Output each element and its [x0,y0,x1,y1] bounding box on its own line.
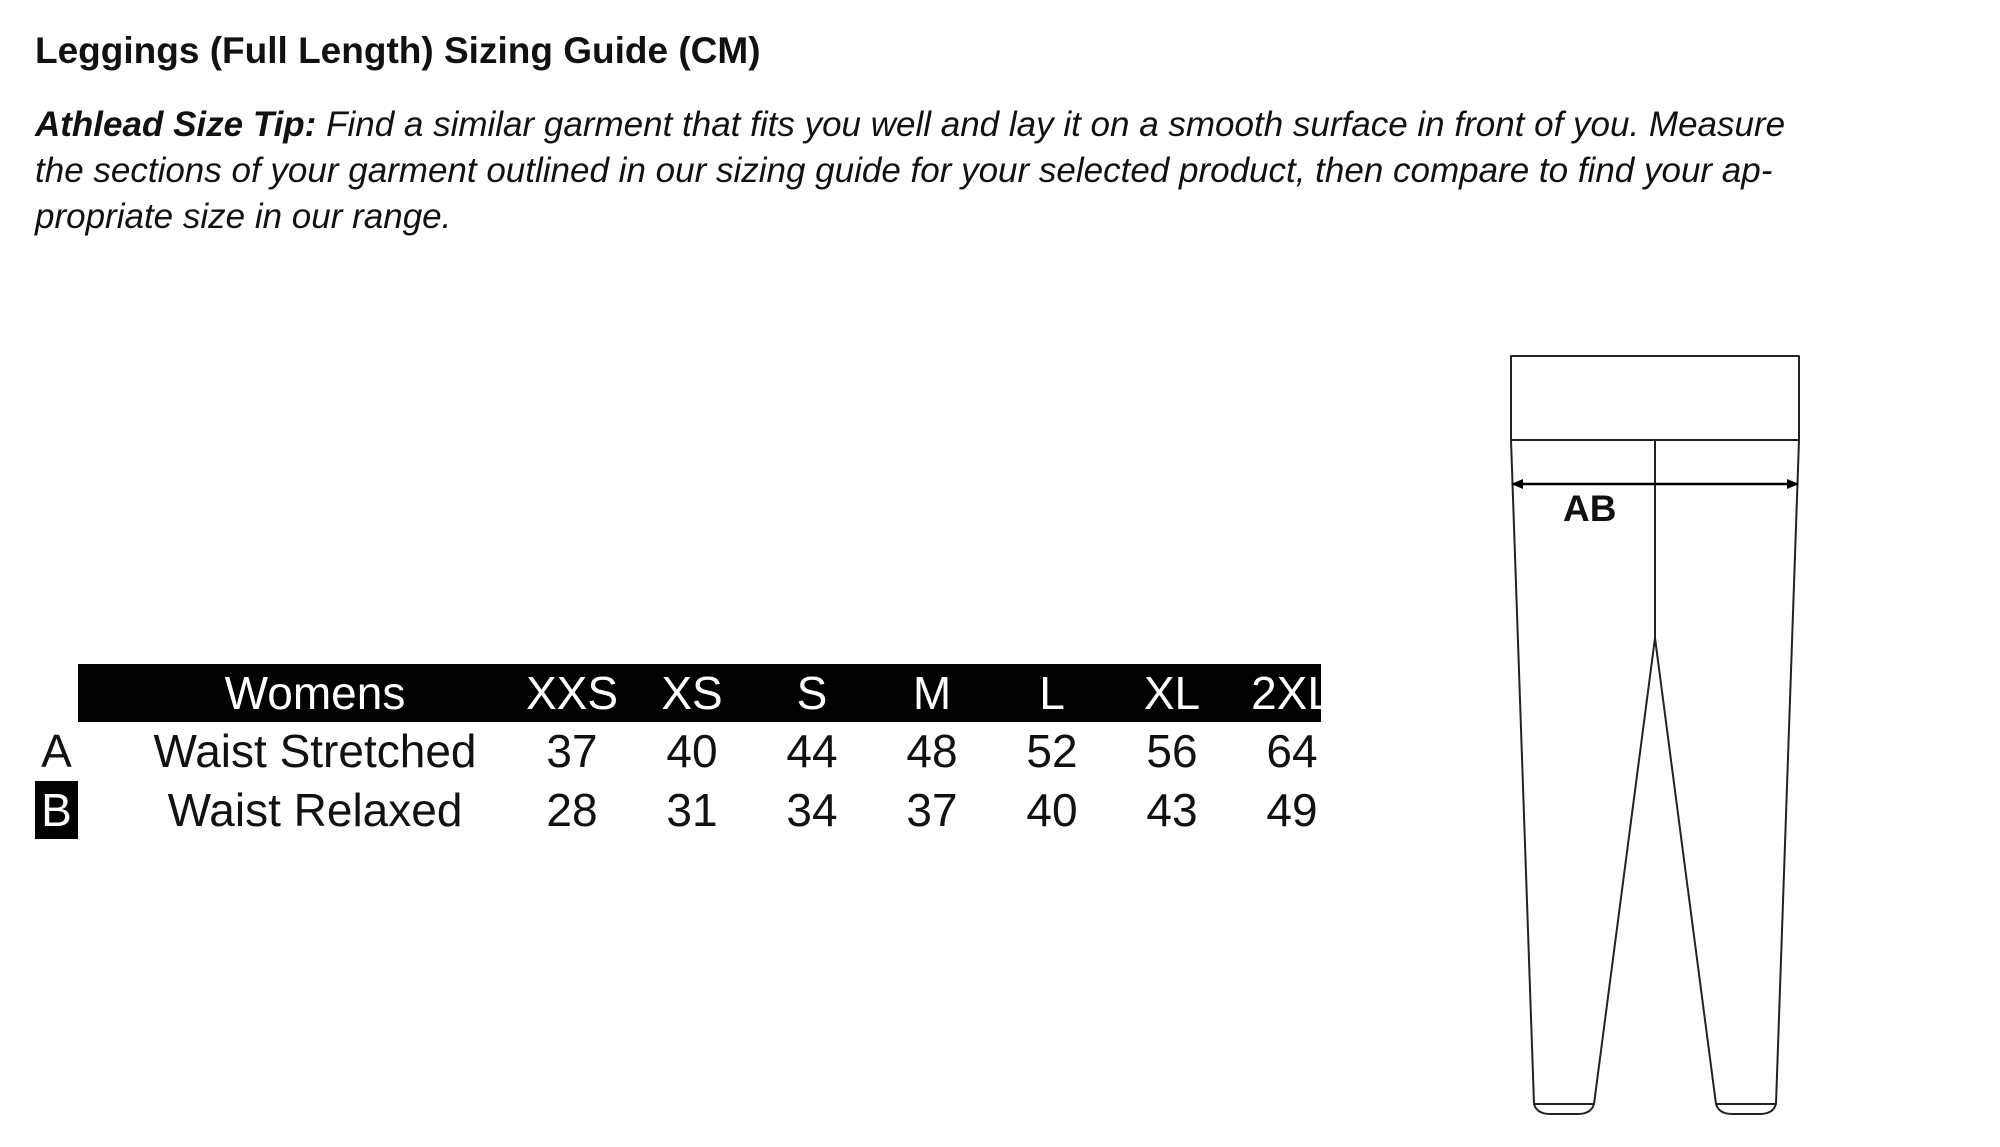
size-tip-text-3: propriate size in our range. [35,197,452,236]
header-size: S [796,667,828,719]
page-title: Leggings (Full Length) Sizing Guide (CM) [35,30,761,71]
waistband-outline [1511,356,1799,440]
table-row [35,722,1321,780]
table-cell: 37 [546,725,598,777]
header-size: XL [1143,667,1201,719]
size-tip-lead: Athlead Size Tip: [35,105,317,144]
table-cell: 48 [906,725,958,777]
measure-label-ab: AB [1563,488,1617,529]
header-size: XXS [525,667,619,719]
leggings-diagram [1508,348,1838,1128]
size-tip [35,102,1975,240]
table-cell: 34 [786,784,838,836]
size-tip-text-1: Find a similar garment that fits you well and lay it on a smooth surface in front of you. Measure [326,105,1786,144]
size-tip-text-2: the sections of your garment outlined in our sizing guide for your selected product, then compare to find your ap- [35,151,1773,190]
table-cell: 56 [1146,725,1198,777]
table-cell: 31 [666,784,718,836]
table-cell: 64 [1266,725,1318,777]
table-cell: 49 [1266,784,1318,836]
header-label-womens: Womens [224,667,406,719]
table-cell: 40 [1026,784,1078,836]
table-row [35,781,1321,839]
leggings-outline-svg [1508,348,1838,1128]
size-tip-line-1 [35,102,1975,148]
row-letter-b: B [35,781,78,839]
header-size: M [912,667,952,719]
header-size: 2XL [1251,667,1333,719]
table-cell: 37 [906,784,958,836]
table-cell: 40 [666,725,718,777]
table-cell: 44 [786,725,838,777]
table-header-row [35,664,1333,722]
row-letter-a: A [41,725,72,777]
row-label: Waist Relaxed [167,784,463,836]
row-label: Waist Stretched [153,725,477,777]
table-cell: 28 [546,784,598,836]
table-cell: 52 [1026,725,1078,777]
header-size: L [1039,667,1065,719]
header-size: XS [661,667,723,719]
size-table [35,664,1333,846]
table-cell: 43 [1146,784,1198,836]
